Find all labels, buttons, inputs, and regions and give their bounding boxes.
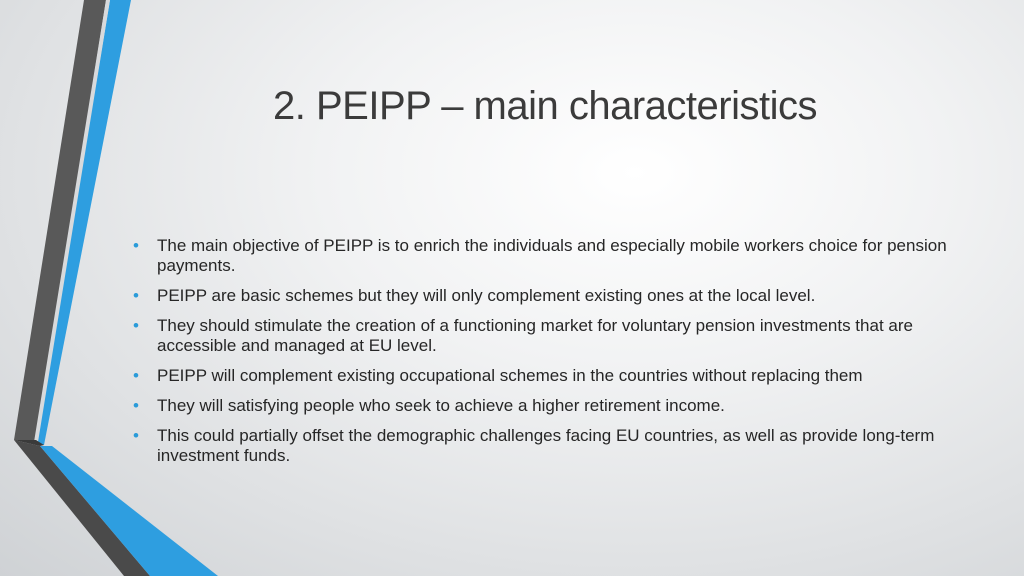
bullet-marker: • <box>133 426 139 445</box>
bullet-marker: • <box>133 286 139 305</box>
slide-title: 2. PEIPP – main characteristics <box>273 84 817 128</box>
bullet-marker: • <box>133 396 139 415</box>
bullet-text: PEIPP are basic schemes but they will only complement existing ones at the local level. <box>157 286 816 305</box>
bullet-marker: • <box>133 316 139 335</box>
bullet-item <box>130 366 970 386</box>
bullet-text: The main objective of PEIPP is to enrich the individuals and especially mobile workers choice for pension payments. <box>157 236 947 275</box>
light-stripe <box>34 0 110 442</box>
bullet-text: They should stimulate the creation of a functioning market for voluntary pension investments that are accessible and managed at EU level. <box>157 316 913 355</box>
bullet-marker: • <box>133 236 139 255</box>
bullet-text: They will satisfying people who seek to achieve a higher retirement income. <box>157 396 725 415</box>
bullet-item <box>130 316 970 356</box>
bullet-text: PEIPP will complement existing occupational schemes in the countries without replacing them <box>157 366 863 385</box>
bullet-item <box>130 396 970 416</box>
dark-stripe-upper <box>14 0 106 440</box>
bullet-text: This could partially offset the demographic challenges facing EU countries, as well as provide long-term investment funds. <box>157 426 935 465</box>
bullet-marker: • <box>133 366 139 385</box>
bullet-item <box>130 236 970 276</box>
bullet-item <box>130 286 970 306</box>
bullet-list <box>130 236 970 476</box>
bullet-item <box>130 426 970 466</box>
